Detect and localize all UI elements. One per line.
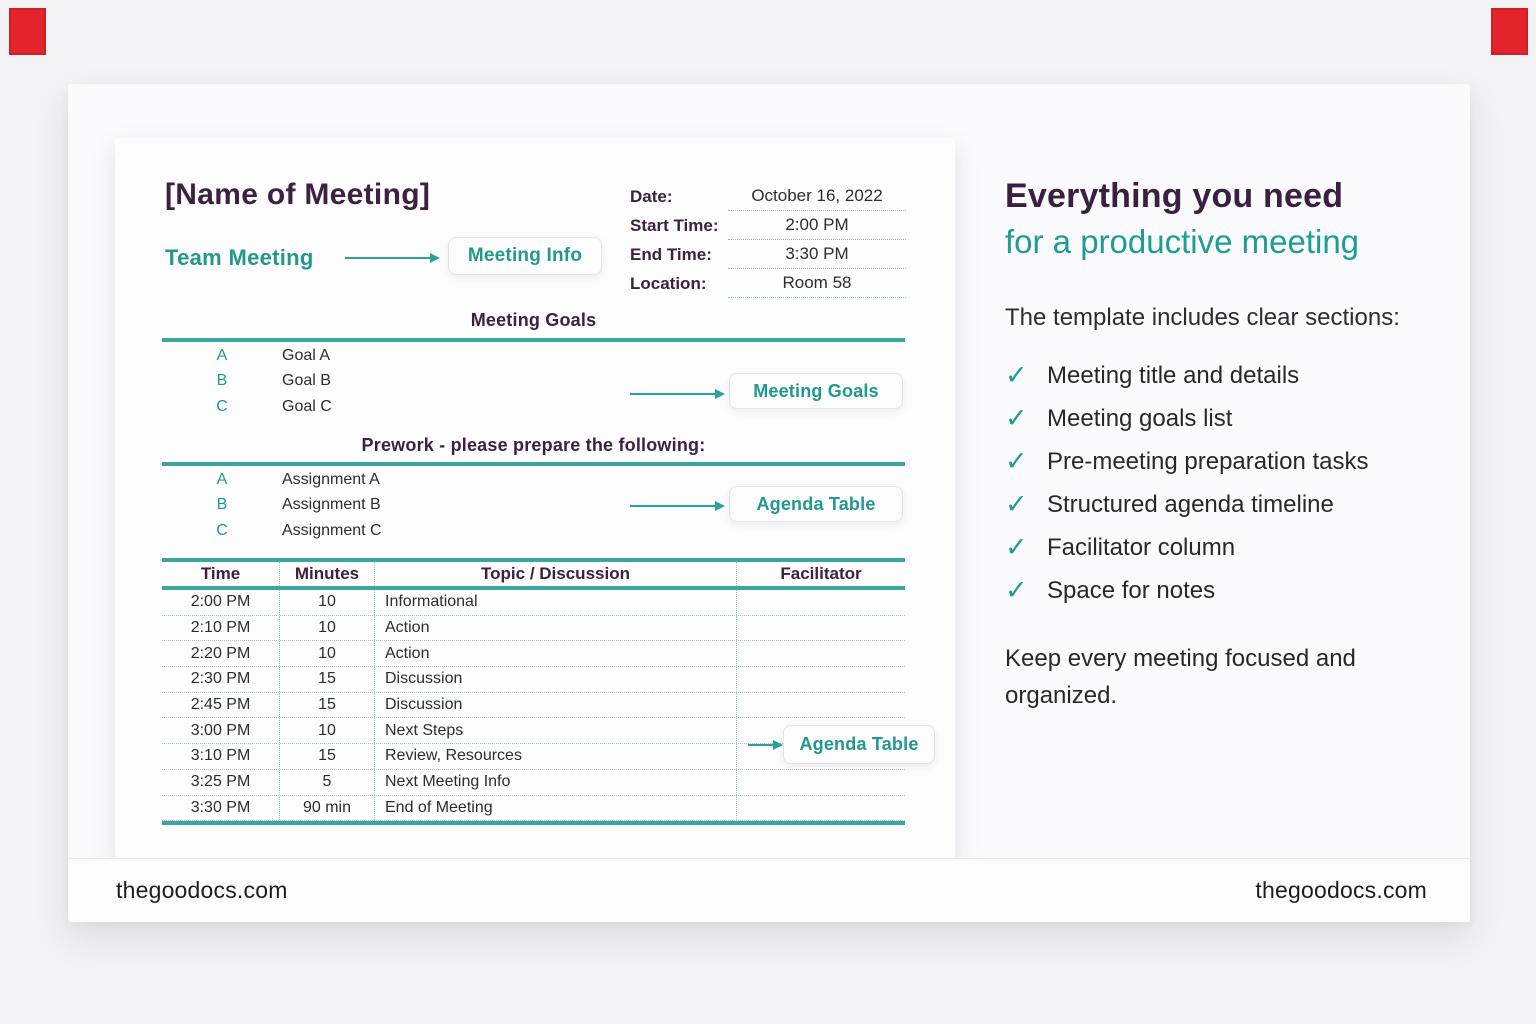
footer-band	[68, 858, 1470, 922]
cell-time: 3:10 PM	[162, 744, 280, 769]
goal-key: A	[216, 346, 228, 364]
cell-facilitator	[737, 616, 905, 641]
table-row	[162, 590, 905, 616]
subheadline: for a productive meeting	[1005, 223, 1360, 260]
double-rule	[162, 338, 905, 342]
cell-time: 2:10 PM	[162, 616, 280, 641]
cell-topic: Action	[375, 641, 737, 666]
cell-topic: Informational	[375, 590, 737, 615]
list-item	[1005, 483, 1460, 526]
meeting-agenda-document	[115, 138, 955, 858]
feature-text: Pre-meeting preparation tasks	[1047, 447, 1369, 475]
cell-topic: Review, Resources	[375, 744, 737, 769]
location-label: Location:	[630, 274, 707, 293]
feature-text: Meeting goals list	[1047, 404, 1233, 432]
list-item	[1005, 569, 1460, 612]
check-icon: ✓	[1005, 403, 1028, 433]
col-header-topic: Topic / Discussion	[375, 562, 737, 586]
col-header-time: Time	[162, 562, 280, 586]
table-row	[162, 616, 905, 642]
end-time-label: End Time:	[630, 245, 712, 264]
cell-time: 2:00 PM	[162, 590, 280, 615]
goal-text: Goal A	[282, 346, 331, 364]
document-title: [Name of Meeting]	[165, 178, 431, 211]
date-label: Date:	[630, 187, 673, 206]
red-corner-marker-left	[9, 8, 46, 55]
check-icon: ✓	[1005, 532, 1028, 562]
start-time-value: 2:00 PM	[728, 215, 906, 240]
cell-facilitator	[737, 641, 905, 666]
cell-topic: End of Meeting	[375, 796, 737, 821]
arrow-right-icon	[630, 505, 716, 507]
goal-item	[162, 369, 782, 395]
cell-minutes: 10	[280, 590, 375, 615]
prework-key: A	[216, 470, 228, 488]
cell-minutes: 10	[280, 616, 375, 641]
meta-row-end-time	[630, 240, 906, 269]
col-header-facilitator: Facilitator	[780, 564, 862, 583]
cell-time: 3:25 PM	[162, 770, 280, 795]
feature-text: Space for notes	[1047, 576, 1216, 604]
cell-time: 3:00 PM	[162, 718, 280, 743]
cell-minutes: 10	[280, 641, 375, 666]
prework-heading: Prework - please prepare the following:	[361, 435, 706, 455]
meeting-goals-button[interactable]: Meeting Goals	[729, 373, 903, 409]
goal-item	[162, 343, 782, 369]
marketing-panel	[1005, 174, 1460, 714]
document-subtitle: Team Meeting	[165, 245, 314, 270]
goal-key: B	[216, 372, 228, 390]
prework-key: C	[216, 521, 228, 539]
meeting-details	[630, 182, 906, 298]
check-icon: ✓	[1005, 489, 1028, 519]
table-row	[162, 667, 905, 693]
headline: Everything you need	[1005, 177, 1344, 215]
prework-item	[162, 518, 782, 544]
outro-text: Keep every meeting focused and organized.	[1005, 645, 1356, 709]
red-corner-marker-right	[1491, 8, 1528, 55]
footer-site-left: thegoodocs.com	[116, 877, 288, 903]
cell-minutes: 15	[280, 693, 375, 718]
goal-text: Goal B	[282, 372, 331, 390]
meta-row-start-time	[630, 211, 906, 240]
meta-row-location	[630, 269, 906, 298]
check-icon: ✓	[1005, 360, 1028, 390]
date-value: October 16, 2022	[728, 186, 906, 211]
end-time-value: 3:30 PM	[728, 244, 906, 269]
cell-minutes: 15	[280, 667, 375, 692]
cell-topic: Next Meeting Info	[375, 770, 737, 795]
feature-list	[1005, 354, 1460, 612]
feature-text: Structured agenda timeline	[1047, 490, 1334, 518]
arrow-right-icon	[345, 257, 431, 259]
cell-time: 2:20 PM	[162, 641, 280, 666]
table-row	[162, 693, 905, 719]
arrow-right-icon	[748, 744, 774, 746]
meeting-goals-list	[162, 343, 782, 420]
footer-site-right: thegoodocs.com	[1255, 877, 1427, 903]
check-icon: ✓	[1005, 575, 1028, 605]
goal-key: C	[216, 397, 228, 415]
intro-text: The template includes clear sections:	[1005, 304, 1400, 331]
cell-minutes: 90 min	[280, 796, 375, 821]
prework-text: Assignment B	[282, 496, 381, 514]
cell-facilitator	[737, 667, 905, 692]
agenda-header-row	[162, 562, 905, 586]
meeting-info-button[interactable]: Meeting Info	[448, 237, 602, 275]
cell-topic: Discussion	[375, 693, 737, 718]
prework-text: Assignment A	[282, 470, 380, 488]
cell-time: 2:45 PM	[162, 693, 280, 718]
prework-item	[162, 467, 782, 493]
list-item	[1005, 440, 1460, 483]
table-row	[162, 641, 905, 667]
agenda-table-button-side[interactable]: Agenda Table	[783, 725, 935, 764]
cell-facilitator	[737, 796, 905, 821]
cell-time: 2:30 PM	[162, 667, 280, 692]
agenda-table-button[interactable]: Agenda Table	[729, 486, 903, 522]
agenda-table	[162, 558, 905, 825]
prework-key: B	[216, 496, 228, 514]
cell-minutes: 15	[280, 744, 375, 769]
cell-facilitator	[737, 693, 905, 718]
cell-facilitator	[737, 770, 905, 795]
feature-text: Facilitator column	[1047, 533, 1236, 561]
table-row	[162, 770, 905, 796]
list-item	[1005, 397, 1460, 440]
double-rule	[162, 462, 905, 466]
cell-topic: Discussion	[375, 667, 737, 692]
location-value: Room 58	[728, 273, 906, 298]
prework-text: Assignment C	[282, 521, 382, 539]
cell-minutes: 5	[280, 770, 375, 795]
cell-facilitator	[737, 590, 905, 615]
cell-topic: Action	[375, 616, 737, 641]
check-icon: ✓	[1005, 446, 1028, 476]
cell-minutes: 10	[280, 718, 375, 743]
meta-row-date	[630, 182, 906, 211]
cell-topic: Next Steps	[375, 718, 737, 743]
goal-item	[162, 394, 782, 420]
feature-text: Meeting title and details	[1047, 361, 1300, 389]
goal-text: Goal C	[282, 397, 332, 415]
list-item	[1005, 526, 1460, 569]
list-item	[1005, 354, 1460, 397]
table-row	[162, 796, 905, 822]
double-rule	[162, 821, 905, 825]
cell-time: 3:30 PM	[162, 796, 280, 821]
col-header-minutes: Minutes	[280, 562, 375, 586]
arrow-right-icon	[630, 393, 716, 395]
meeting-goals-heading: Meeting Goals	[470, 310, 597, 330]
start-time-label: Start Time:	[630, 216, 719, 235]
